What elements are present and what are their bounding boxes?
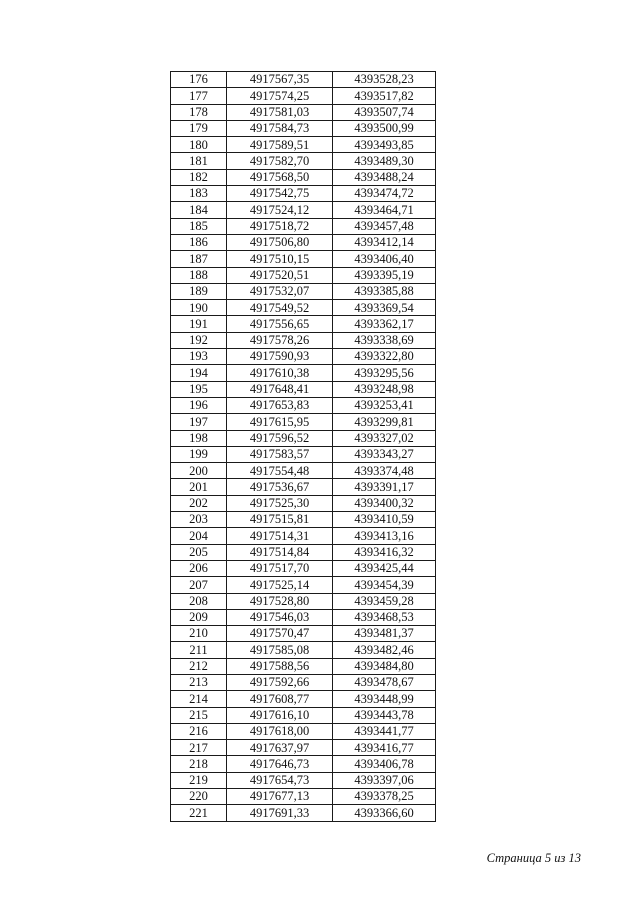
x-coordinate-cell: 4917532,07 xyxy=(227,283,333,299)
point-number-cell: 211 xyxy=(171,642,227,658)
point-number-cell: 214 xyxy=(171,691,227,707)
table-row xyxy=(171,414,436,430)
y-coordinate-cell: 4393416,77 xyxy=(333,740,436,756)
table-row xyxy=(171,349,436,365)
table-row xyxy=(171,560,436,576)
point-number-cell: 199 xyxy=(171,446,227,462)
y-coordinate-cell: 4393385,88 xyxy=(333,283,436,299)
table-row xyxy=(171,691,436,707)
y-coordinate-cell: 4393406,40 xyxy=(333,251,436,267)
y-coordinate-cell: 4393459,28 xyxy=(333,593,436,609)
y-coordinate-cell: 4393369,54 xyxy=(333,300,436,316)
point-number-cell: 219 xyxy=(171,772,227,788)
x-coordinate-cell: 4917506,80 xyxy=(227,234,333,250)
point-number-cell: 218 xyxy=(171,756,227,772)
table-row xyxy=(171,772,436,788)
point-number-cell: 190 xyxy=(171,300,227,316)
table-row xyxy=(171,381,436,397)
point-number-cell: 181 xyxy=(171,153,227,169)
coordinates-table xyxy=(170,71,436,822)
point-number-cell: 189 xyxy=(171,283,227,299)
table-row xyxy=(171,544,436,560)
y-coordinate-cell: 4393425,44 xyxy=(333,560,436,576)
point-number-cell: 206 xyxy=(171,560,227,576)
x-coordinate-cell: 4917592,66 xyxy=(227,674,333,690)
table-row xyxy=(171,723,436,739)
point-number-cell: 213 xyxy=(171,674,227,690)
x-coordinate-cell: 4917588,56 xyxy=(227,658,333,674)
y-coordinate-cell: 4393248,98 xyxy=(333,381,436,397)
table-row xyxy=(171,234,436,250)
x-coordinate-cell: 4917517,70 xyxy=(227,560,333,576)
y-coordinate-cell: 4393343,27 xyxy=(333,446,436,462)
point-number-cell: 207 xyxy=(171,577,227,593)
x-coordinate-cell: 4917554,48 xyxy=(227,463,333,479)
table-row xyxy=(171,104,436,120)
point-number-cell: 187 xyxy=(171,251,227,267)
y-coordinate-cell: 4393484,80 xyxy=(333,658,436,674)
table-row xyxy=(171,332,436,348)
table-row xyxy=(171,577,436,593)
point-number-cell: 193 xyxy=(171,349,227,365)
table-row xyxy=(171,267,436,283)
table-row xyxy=(171,88,436,104)
y-coordinate-cell: 4393448,99 xyxy=(333,691,436,707)
y-coordinate-cell: 4393400,32 xyxy=(333,495,436,511)
table-row xyxy=(171,642,436,658)
x-coordinate-cell: 4917654,73 xyxy=(227,772,333,788)
table-row xyxy=(171,740,436,756)
table-row xyxy=(171,609,436,625)
point-number-cell: 177 xyxy=(171,88,227,104)
table-row xyxy=(171,479,436,495)
point-number-cell: 220 xyxy=(171,789,227,805)
x-coordinate-cell: 4917584,73 xyxy=(227,120,333,136)
y-coordinate-cell: 4393299,81 xyxy=(333,414,436,430)
point-number-cell: 184 xyxy=(171,202,227,218)
x-coordinate-cell: 4917590,93 xyxy=(227,349,333,365)
x-coordinate-cell: 4917510,15 xyxy=(227,251,333,267)
y-coordinate-cell: 4393366,60 xyxy=(333,805,436,821)
x-coordinate-cell: 4917546,03 xyxy=(227,609,333,625)
x-coordinate-cell: 4917514,31 xyxy=(227,528,333,544)
y-coordinate-cell: 4393253,41 xyxy=(333,397,436,413)
point-number-cell: 205 xyxy=(171,544,227,560)
y-coordinate-cell: 4393374,48 xyxy=(333,463,436,479)
table-row xyxy=(171,316,436,332)
y-coordinate-cell: 4393441,77 xyxy=(333,723,436,739)
table-row xyxy=(171,365,436,381)
point-number-cell: 202 xyxy=(171,495,227,511)
point-number-cell: 203 xyxy=(171,512,227,528)
x-coordinate-cell: 4917525,14 xyxy=(227,577,333,593)
x-coordinate-cell: 4917536,67 xyxy=(227,479,333,495)
x-coordinate-cell: 4917542,75 xyxy=(227,186,333,202)
x-coordinate-cell: 4917596,52 xyxy=(227,430,333,446)
point-number-cell: 200 xyxy=(171,463,227,479)
point-number-cell: 209 xyxy=(171,609,227,625)
y-coordinate-cell: 4393413,16 xyxy=(333,528,436,544)
point-number-cell: 216 xyxy=(171,723,227,739)
x-coordinate-cell: 4917518,72 xyxy=(227,218,333,234)
y-coordinate-cell: 4393507,74 xyxy=(333,104,436,120)
x-coordinate-cell: 4917646,73 xyxy=(227,756,333,772)
point-number-cell: 196 xyxy=(171,397,227,413)
x-coordinate-cell: 4917524,12 xyxy=(227,202,333,218)
x-coordinate-cell: 4917549,52 xyxy=(227,300,333,316)
y-coordinate-cell: 4393397,06 xyxy=(333,772,436,788)
y-coordinate-cell: 4393322,80 xyxy=(333,349,436,365)
table-row xyxy=(171,300,436,316)
point-number-cell: 191 xyxy=(171,316,227,332)
table-row xyxy=(171,789,436,805)
x-coordinate-cell: 4917677,13 xyxy=(227,789,333,805)
y-coordinate-cell: 4393454,39 xyxy=(333,577,436,593)
point-number-cell: 178 xyxy=(171,104,227,120)
point-number-cell: 194 xyxy=(171,365,227,381)
y-coordinate-cell: 4393488,24 xyxy=(333,169,436,185)
y-coordinate-cell: 4393478,67 xyxy=(333,674,436,690)
y-coordinate-cell: 4393528,23 xyxy=(333,72,436,88)
y-coordinate-cell: 4393362,17 xyxy=(333,316,436,332)
y-coordinate-cell: 4393378,25 xyxy=(333,789,436,805)
point-number-cell: 186 xyxy=(171,234,227,250)
x-coordinate-cell: 4917691,33 xyxy=(227,805,333,821)
y-coordinate-cell: 4393474,72 xyxy=(333,186,436,202)
table-row xyxy=(171,72,436,88)
point-number-cell: 183 xyxy=(171,186,227,202)
x-coordinate-cell: 4917556,65 xyxy=(227,316,333,332)
y-coordinate-cell: 4393406,78 xyxy=(333,756,436,772)
table-row xyxy=(171,137,436,153)
point-number-cell: 195 xyxy=(171,381,227,397)
point-number-cell: 212 xyxy=(171,658,227,674)
table-row xyxy=(171,658,436,674)
x-coordinate-cell: 4917581,03 xyxy=(227,104,333,120)
y-coordinate-cell: 4393493,85 xyxy=(333,137,436,153)
point-number-cell: 198 xyxy=(171,430,227,446)
table-row xyxy=(171,446,436,462)
y-coordinate-cell: 4393410,59 xyxy=(333,512,436,528)
table-row xyxy=(171,512,436,528)
x-coordinate-cell: 4917615,95 xyxy=(227,414,333,430)
point-number-cell: 201 xyxy=(171,479,227,495)
table-row xyxy=(171,202,436,218)
x-coordinate-cell: 4917648,41 xyxy=(227,381,333,397)
x-coordinate-cell: 4917583,57 xyxy=(227,446,333,462)
y-coordinate-cell: 4393468,53 xyxy=(333,609,436,625)
x-coordinate-cell: 4917608,77 xyxy=(227,691,333,707)
table-row xyxy=(171,805,436,821)
y-coordinate-cell: 4393295,56 xyxy=(333,365,436,381)
table-row xyxy=(171,218,436,234)
y-coordinate-cell: 4393416,32 xyxy=(333,544,436,560)
point-number-cell: 210 xyxy=(171,626,227,642)
table-row xyxy=(171,463,436,479)
y-coordinate-cell: 4393395,19 xyxy=(333,267,436,283)
x-coordinate-cell: 4917637,97 xyxy=(227,740,333,756)
table-row xyxy=(171,283,436,299)
x-coordinate-cell: 4917582,70 xyxy=(227,153,333,169)
x-coordinate-cell: 4917618,00 xyxy=(227,723,333,739)
x-coordinate-cell: 4917610,38 xyxy=(227,365,333,381)
table-row xyxy=(171,169,436,185)
table-row xyxy=(171,430,436,446)
point-number-cell: 176 xyxy=(171,72,227,88)
x-coordinate-cell: 4917589,51 xyxy=(227,137,333,153)
table-row xyxy=(171,120,436,136)
y-coordinate-cell: 4393482,46 xyxy=(333,642,436,658)
x-coordinate-cell: 4917520,51 xyxy=(227,267,333,283)
table-row xyxy=(171,186,436,202)
y-coordinate-cell: 4393517,82 xyxy=(333,88,436,104)
x-coordinate-cell: 4917528,80 xyxy=(227,593,333,609)
table-row xyxy=(171,397,436,413)
point-number-cell: 180 xyxy=(171,137,227,153)
table-row xyxy=(171,528,436,544)
x-coordinate-cell: 4917525,30 xyxy=(227,495,333,511)
x-coordinate-cell: 4917574,25 xyxy=(227,88,333,104)
point-number-cell: 215 xyxy=(171,707,227,723)
point-number-cell: 208 xyxy=(171,593,227,609)
x-coordinate-cell: 4917616,10 xyxy=(227,707,333,723)
point-number-cell: 188 xyxy=(171,267,227,283)
point-number-cell: 221 xyxy=(171,805,227,821)
y-coordinate-cell: 4393338,69 xyxy=(333,332,436,348)
x-coordinate-cell: 4917515,81 xyxy=(227,512,333,528)
table-row xyxy=(171,593,436,609)
table-row xyxy=(171,707,436,723)
table-row xyxy=(171,756,436,772)
table-row xyxy=(171,626,436,642)
y-coordinate-cell: 4393412,14 xyxy=(333,234,436,250)
x-coordinate-cell: 4917653,83 xyxy=(227,397,333,413)
point-number-cell: 185 xyxy=(171,218,227,234)
page-number: Страница 5 из 13 xyxy=(486,851,581,865)
x-coordinate-cell: 4917567,35 xyxy=(227,72,333,88)
point-number-cell: 192 xyxy=(171,332,227,348)
x-coordinate-cell: 4917514,84 xyxy=(227,544,333,560)
y-coordinate-cell: 4393443,78 xyxy=(333,707,436,723)
point-number-cell: 204 xyxy=(171,528,227,544)
point-number-cell: 197 xyxy=(171,414,227,430)
x-coordinate-cell: 4917570,47 xyxy=(227,626,333,642)
x-coordinate-cell: 4917585,08 xyxy=(227,642,333,658)
y-coordinate-cell: 4393500,99 xyxy=(333,120,436,136)
point-number-cell: 182 xyxy=(171,169,227,185)
table-row xyxy=(171,251,436,267)
table-row xyxy=(171,153,436,169)
y-coordinate-cell: 4393481,37 xyxy=(333,626,436,642)
y-coordinate-cell: 4393457,48 xyxy=(333,218,436,234)
table-row xyxy=(171,674,436,690)
coordinates-table-body xyxy=(171,72,436,822)
x-coordinate-cell: 4917568,50 xyxy=(227,169,333,185)
point-number-cell: 217 xyxy=(171,740,227,756)
point-number-cell: 179 xyxy=(171,120,227,136)
y-coordinate-cell: 4393464,71 xyxy=(333,202,436,218)
table-row xyxy=(171,495,436,511)
y-coordinate-cell: 4393391,17 xyxy=(333,479,436,495)
y-coordinate-cell: 4393327,02 xyxy=(333,430,436,446)
x-coordinate-cell: 4917578,26 xyxy=(227,332,333,348)
y-coordinate-cell: 4393489,30 xyxy=(333,153,436,169)
